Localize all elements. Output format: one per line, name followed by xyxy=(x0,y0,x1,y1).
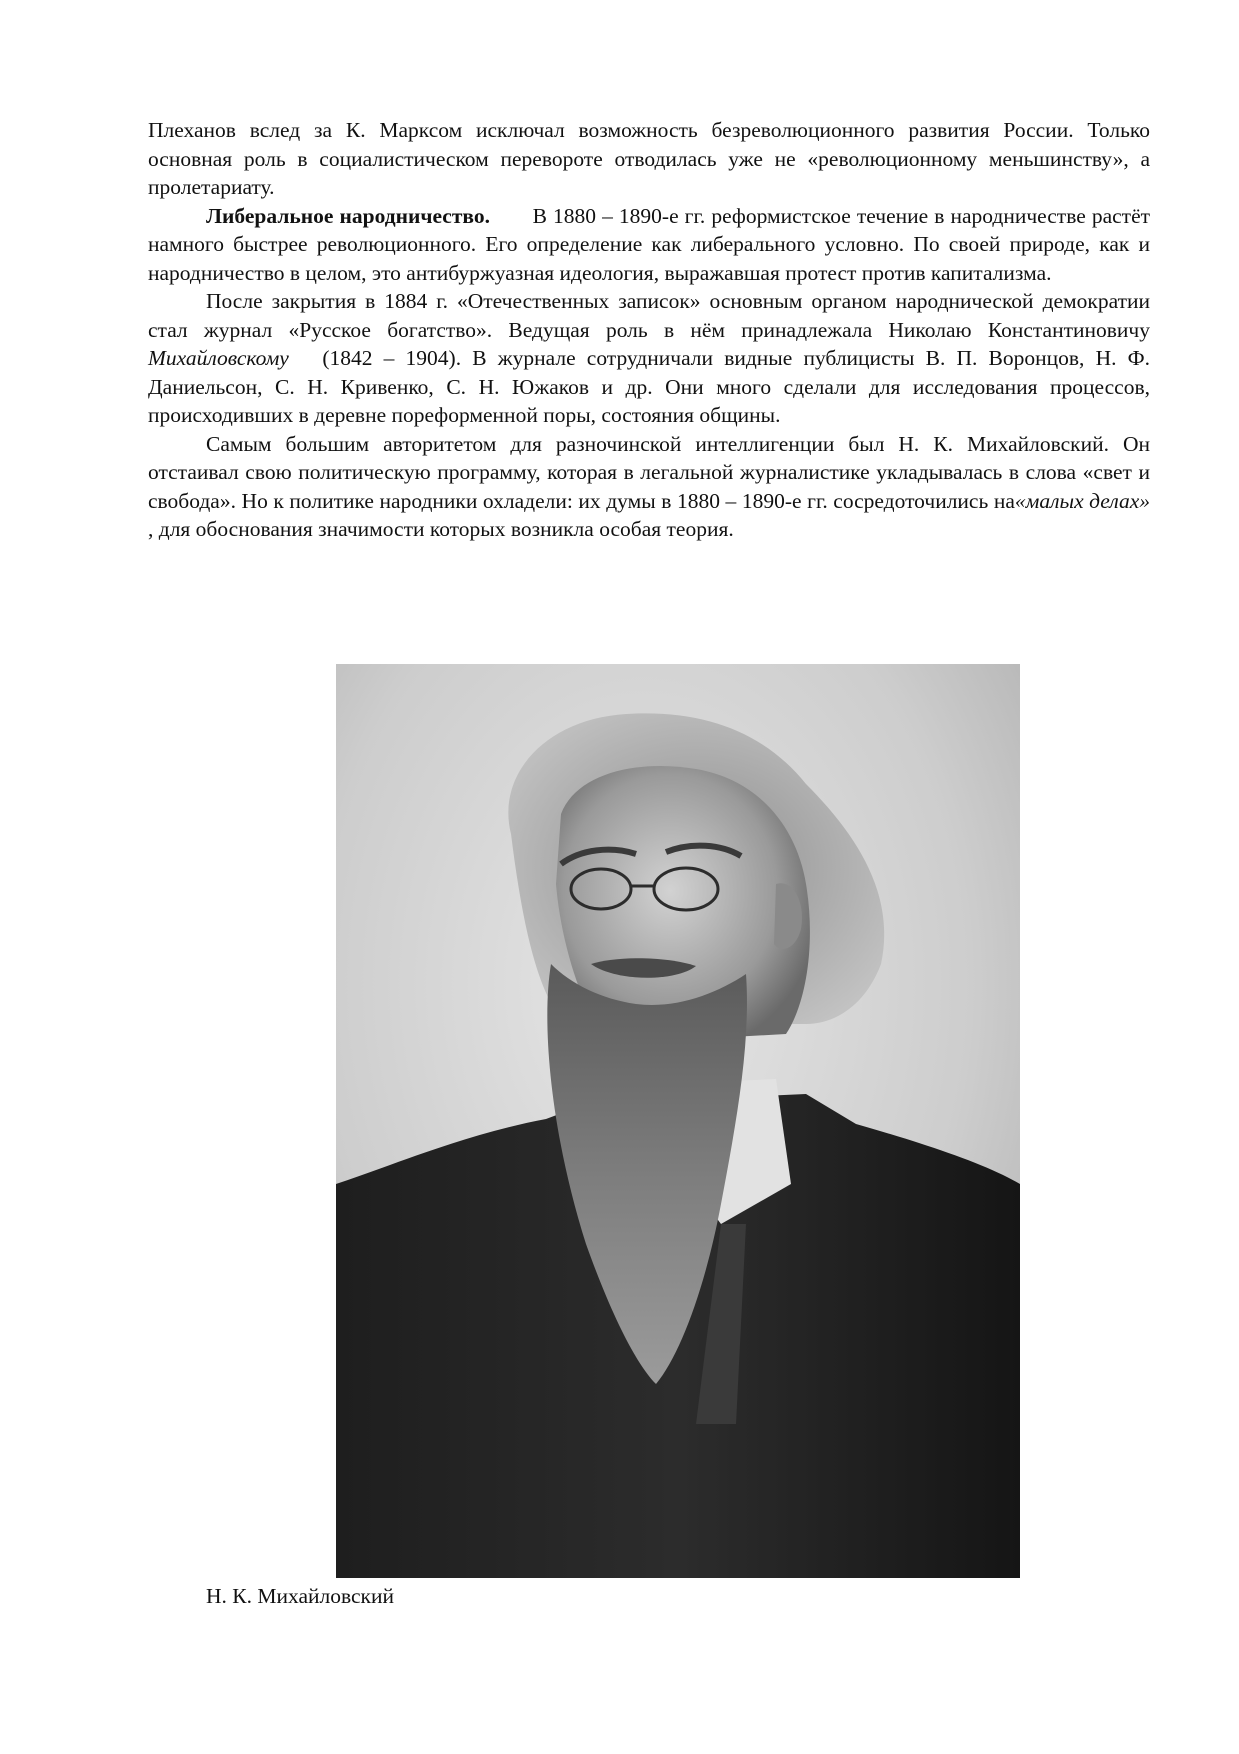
paragraph-text: В 1880 – 1890-е гг. реформистское течение в народничестве растёт намного быстрее революционного. Его определение как либерального условно. По своей природе, как и народничество в целом, это антибуржуазная идеология, выражавшая протест против капитализма. xyxy=(148,203,1151,285)
italic-term: «малых делах» xyxy=(1014,488,1150,513)
portrait-photo xyxy=(336,664,1020,1578)
portrait-illustration xyxy=(336,664,1020,1578)
paragraph-text: Самым большим авторитетом для разночинской интеллигенции был Н. К. Михайловский. Он отстаивал свою политическую программу, которая в легальной журналистике укладывалась в слова «свет и свобода». Но к политике народники охладели: их думы в 1880 – 1890-е гг. сосредоточились на xyxy=(148,431,1150,513)
paragraph-text: После закрытия в 1884 г. «Отечественных записок» основным органом народнической демократии стал журнал «Русское богатство». Ведущая роль в нём принадлежала Николаю Константиновичу xyxy=(148,289,1150,342)
section-heading: Либеральное народничество. xyxy=(206,203,491,228)
paragraph-text: (1842 – 1904). В журнале сотрудничали видные публицисты В. П. Воронцов, Н. Ф. Даниельсон, С. Н. Кривенко, С. Н. Южаков и др. Они много сделали для исследования процессов, происходивших в деревне пореформенной поры, состояния общины. xyxy=(148,346,1151,427)
figure-caption: Н. К. Михайловский xyxy=(206,1584,395,1608)
paragraph-plekhanov xyxy=(148,116,1150,202)
paragraph-text: , для обоснования значимости которых возникла особая теория. xyxy=(148,517,734,541)
italic-name: Михайловскому xyxy=(148,346,289,370)
body-text xyxy=(148,116,1150,544)
paragraph-mikhailovsky xyxy=(148,430,1150,544)
paragraph-liberal-narodnichestvo xyxy=(148,202,1150,288)
paragraph-text: Плеханов вслед за К. Марксом исключал возможность безреволюционного развития России. Только основная роль в социалистическом перевороте отводилась уже не «революционному меньшинству», а пролетариату. xyxy=(148,118,1150,199)
paragraph-russkoe-bogatstvo xyxy=(148,287,1150,430)
